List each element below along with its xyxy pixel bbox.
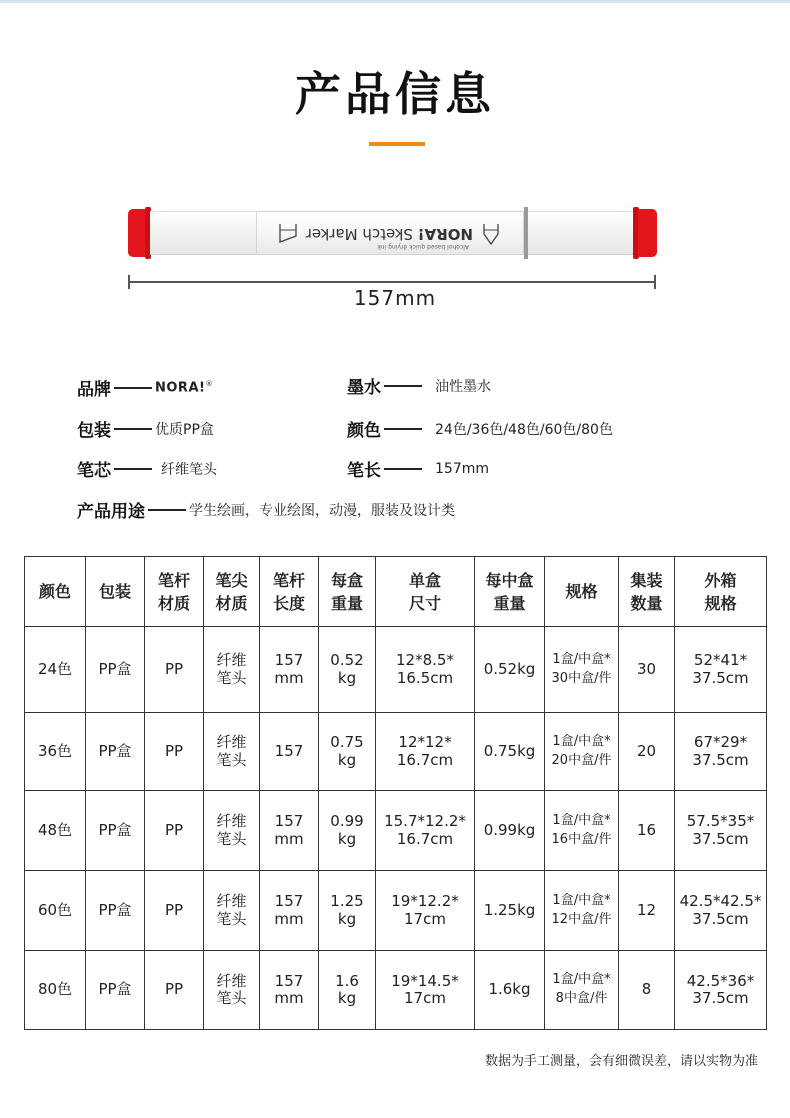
cell-text: 67*29* 37.5cm: [692, 733, 749, 769]
spec-value: 学生绘画，专业绘图，动漫，服装及设计类: [189, 502, 455, 519]
table-cell: [376, 951, 475, 1030]
cell-text: PP盒: [98, 741, 132, 760]
spec-usage: [77, 497, 455, 522]
cell-text: PP: [164, 980, 184, 999]
table-cell: [675, 713, 767, 791]
spec-key: 包装: [77, 421, 111, 441]
table-cell: [475, 791, 545, 871]
cell-text: 12*8.5* 16.5cm: [396, 651, 454, 687]
spec-packaging: [77, 416, 214, 441]
title-accent-bar: [369, 142, 425, 146]
spec-key: 产品用途: [77, 502, 145, 522]
table-cell: [204, 713, 260, 791]
table-cell: [475, 713, 545, 791]
table-cell: [86, 713, 145, 791]
marker-cap-right: [638, 209, 657, 257]
cell-text: 0.99kg: [483, 820, 536, 839]
cell-text: 42.5*42.5* 37.5cm: [679, 892, 762, 928]
table-header-cell: [25, 557, 86, 627]
cell-text: 纤维 笔头: [216, 971, 247, 1007]
table-header-cell: [619, 557, 675, 627]
cell-text: 36色: [37, 741, 73, 760]
spec-colors: [347, 416, 613, 441]
table-cell: [204, 871, 260, 951]
cell-text: 8: [641, 980, 652, 999]
dimension-line: [128, 281, 656, 283]
table-header-cell: [475, 557, 545, 627]
cell-text: PP: [164, 900, 184, 919]
cell-text: PP: [164, 820, 184, 839]
header-text: 笔杆 材质: [157, 571, 190, 613]
table-cell: [619, 791, 675, 871]
spec-brand: [77, 375, 213, 400]
spec-dash: [114, 468, 152, 470]
table-cell: [319, 951, 376, 1030]
table-cell: [675, 627, 767, 713]
cell-text: 12: [636, 900, 657, 919]
table-cell: [475, 951, 545, 1030]
table-cell: [145, 871, 204, 951]
spec-value: 优质PP盒: [155, 421, 214, 438]
footnote: 数据为手工测量，会有细微误差，请以实物为准: [484, 1054, 758, 1069]
table-cell: [260, 627, 319, 713]
table-cell: [376, 713, 475, 791]
cell-text: 12*12* 16.7cm: [396, 733, 454, 769]
spec-dash: [384, 428, 422, 430]
header-text: 外箱 规格: [704, 571, 737, 613]
cell-text: 0.99 kg: [330, 812, 364, 848]
table-cell: [86, 951, 145, 1030]
cell-text: 1.6 kg: [335, 971, 359, 1007]
table-header-cell: [260, 557, 319, 627]
spec-dash: [384, 385, 422, 387]
cell-text: 157 mm: [274, 651, 304, 687]
cell-text: PP盒: [98, 980, 132, 999]
spec-value: 157mm: [435, 460, 489, 477]
table-cell: [25, 791, 86, 871]
broad-nib-icon: [277, 222, 299, 246]
marker-brand: NORA!: [417, 225, 473, 243]
table-cell: [545, 871, 619, 951]
cell-text: 30: [636, 659, 657, 678]
table-cell: [25, 951, 86, 1030]
table-header-cell: [675, 557, 767, 627]
table-header-cell: [545, 557, 619, 627]
table-cell: [376, 791, 475, 871]
cell-text: 1.6kg: [488, 980, 531, 999]
header-text: 单盒 尺寸: [408, 571, 441, 613]
spec-value: 24色/36色/48色/60色/80色: [435, 421, 613, 438]
table-row: [25, 951, 767, 1030]
table-cell: [145, 713, 204, 791]
table-cell: [675, 791, 767, 871]
table-cell: [475, 627, 545, 713]
cell-text: 纤维 笔头: [216, 892, 247, 928]
marker-barrel: [256, 211, 524, 255]
cell-text: 24色: [37, 659, 73, 678]
table-cell: [619, 713, 675, 791]
cell-text: 0.52kg: [483, 659, 536, 678]
cell-text: 19*14.5* 17cm: [391, 971, 459, 1007]
marker-subtitle: Alcohol based quick drying ink: [377, 243, 469, 250]
table-header-cell: [145, 557, 204, 627]
brand-value: NORA!: [155, 380, 206, 396]
cell-text: 16: [636, 820, 657, 839]
cell-text: 1盒/中盒* 30中盒/件: [551, 651, 612, 686]
spec-value: 油性墨水: [435, 378, 491, 395]
cell-text: 1盒/中盒* 20中盒/件: [551, 733, 612, 768]
header-text: 每中盒 重量: [485, 571, 534, 613]
table-cell: [86, 791, 145, 871]
spec-key: 墨水: [347, 378, 381, 398]
table-cell: [25, 713, 86, 791]
table-cell: [319, 791, 376, 871]
cell-text: PP: [164, 659, 184, 678]
marker-brand-name: [306, 225, 473, 243]
table-cell: [376, 871, 475, 951]
table-cell: [545, 791, 619, 871]
table-cell: [260, 871, 319, 951]
spec-key: 笔芯: [77, 461, 111, 481]
table-cell: [145, 791, 204, 871]
cell-text: 1盒/中盒* 16中盒/件: [551, 812, 612, 847]
table-cell: [545, 627, 619, 713]
table-row: [25, 713, 767, 791]
cell-text: 0.52 kg: [330, 651, 364, 687]
table-cell: [260, 791, 319, 871]
spec-key: 品牌: [77, 380, 111, 400]
cell-text: 1.25 kg: [330, 892, 364, 928]
table-cell: [619, 871, 675, 951]
table-cell: [675, 951, 767, 1030]
cell-text: 52*41* 37.5cm: [692, 651, 749, 687]
header-text: 集装 数量: [630, 571, 663, 613]
cell-text: PP盒: [98, 659, 132, 678]
cell-text: 0.75 kg: [330, 733, 364, 769]
page-title: 产品信息: [295, 67, 495, 121]
header-text: 每盒 重量: [330, 571, 363, 613]
spec-ink: [347, 373, 491, 398]
cell-text: 1盒/中盒* 8中盒/件: [552, 972, 611, 1006]
table-cell: [319, 871, 376, 951]
table-cell: [619, 951, 675, 1030]
cell-text: PP: [164, 741, 184, 760]
table-cell: [675, 871, 767, 951]
cell-text: 157: [274, 741, 304, 760]
table-cell: [204, 791, 260, 871]
table-cell: [545, 951, 619, 1030]
product-spec-table: [24, 556, 767, 1030]
marker-cap-body-left: [150, 211, 256, 255]
cell-text: 1.25kg: [483, 900, 536, 919]
table-cell: [145, 951, 204, 1030]
table-row: [25, 791, 767, 871]
table-header-cell: [86, 557, 145, 627]
cell-text: 1盒/中盒* 12中盒/件: [551, 892, 612, 927]
fine-nib-icon: [480, 222, 502, 246]
header-text: 笔杆 长度: [272, 571, 305, 613]
spec-length: [347, 456, 489, 481]
table-cell: [145, 627, 204, 713]
marker-label: [277, 218, 507, 250]
cell-text: 60色: [37, 900, 73, 919]
header-text: 笔尖 材质: [215, 571, 248, 613]
top-divider: [0, 0, 790, 3]
spec-dash: [148, 509, 186, 511]
spec-dash: [114, 387, 152, 389]
cell-text: 157 mm: [274, 971, 304, 1007]
table-cell: [619, 627, 675, 713]
cell-text: 0.75kg: [483, 741, 536, 760]
spec-dash: [114, 428, 152, 430]
table-cell: [204, 951, 260, 1030]
cell-text: 57.5*35* 37.5cm: [686, 812, 755, 848]
spec-value: 纤维笔头: [161, 461, 217, 478]
spec-dash: [384, 468, 422, 470]
table-header-row: [25, 557, 767, 627]
registered-mark: ®: [205, 379, 213, 388]
spec-value: [155, 380, 213, 395]
header-text: 包装: [98, 582, 131, 602]
cell-text: 48色: [37, 820, 73, 839]
table-row: [25, 871, 767, 951]
cell-text: 42.5*36* 37.5cm: [686, 971, 755, 1007]
cell-text: 157 mm: [274, 892, 304, 928]
cell-text: 20: [636, 741, 657, 760]
table-cell: [545, 713, 619, 791]
table-cell: [25, 871, 86, 951]
length-label: 157mm: [353, 286, 437, 310]
cell-text: 15.7*12.2* 16.7cm: [384, 812, 466, 848]
cell-text: 纤维 笔头: [216, 812, 247, 848]
cell-text: 纤维 笔头: [216, 651, 247, 687]
table-row: [25, 627, 767, 713]
cell-text: 80色: [37, 980, 73, 999]
marker-product-name: Sketch Marker: [305, 225, 413, 243]
spec-refill: [77, 456, 217, 481]
table-cell: [25, 627, 86, 713]
table-cell: [86, 871, 145, 951]
spec-key: 颜色: [347, 421, 381, 441]
header-text: 颜色: [38, 582, 71, 602]
table-cell: [204, 627, 260, 713]
cell-text: 19*12.2* 17cm: [391, 892, 459, 928]
marker-cap-body-right: [528, 211, 638, 255]
table-header-cell: [319, 557, 376, 627]
table-cell: [376, 627, 475, 713]
table-cell: [260, 713, 319, 791]
table-header-cell: [376, 557, 475, 627]
table-cell: [319, 627, 376, 713]
cell-text: 157 mm: [274, 812, 304, 848]
table-header-cell: [204, 557, 260, 627]
marker-illustration: [128, 207, 658, 259]
spec-key: 笔长: [347, 461, 381, 481]
cell-text: PP盒: [98, 820, 132, 839]
cell-text: 纤维 笔头: [216, 733, 247, 769]
cell-text: PP盒: [98, 900, 132, 919]
table-cell: [260, 951, 319, 1030]
table-cell: [475, 871, 545, 951]
table-cell: [319, 713, 376, 791]
table-cell: [86, 627, 145, 713]
header-text: 规格: [565, 582, 598, 602]
